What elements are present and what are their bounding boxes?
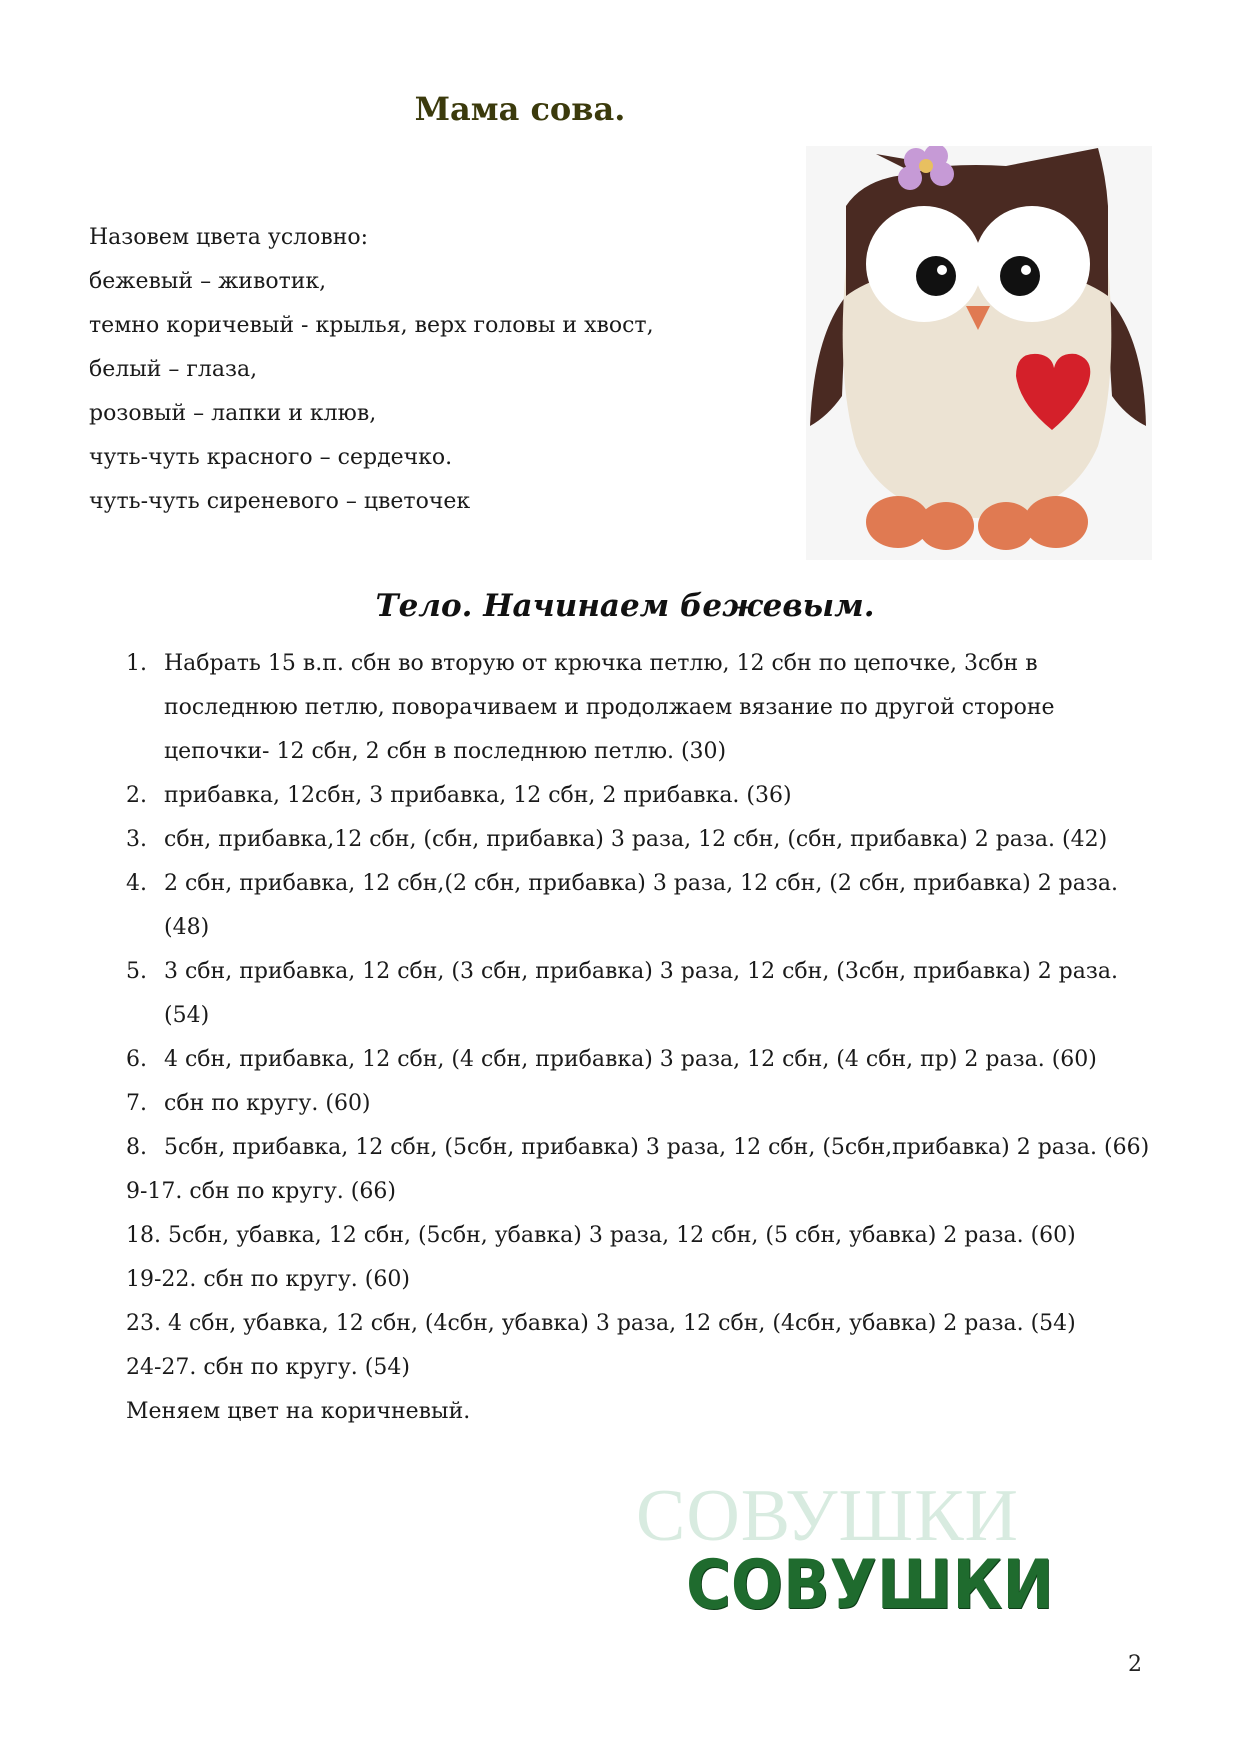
list-item [126, 1126, 1156, 1170]
step-number: 4. [126, 871, 147, 896]
step-text: прибавка, 12сбн, 3 прибавка, 12 сбн, 2 прибавка. (36) [164, 783, 792, 808]
step-text: Набрать 15 в.п. сбн во вторую от крючка петлю, 12 сбн по цепочке, 3сбн в последнюю петлю, поворачиваем и продолжаем вязание по другой стороне цепочки- 12 сбн, 2 сбн в последнюю петлю. (30) [164, 651, 1055, 764]
step-text: 3 сбн, прибавка, 12 сбн, (3 сбн, прибавка) 3 раза, 12 сбн, (3сбн, прибавка) 2 раза. (54) [164, 959, 1118, 1028]
list-item [126, 950, 1156, 1038]
list-item [126, 818, 1156, 862]
list-item: 23. 4 сбн, убавка, 12 сбн, (4сбн, убавка) 3 раза, 12 сбн, (4сбн, убавка) 2 раза. (54) [126, 1311, 1076, 1336]
step-number: 5. [126, 959, 147, 984]
color-line: чуть-чуть красного – сердечко. [89, 445, 453, 470]
color-line: бежевый – животик, [89, 269, 327, 294]
list-item [126, 642, 1156, 774]
owl-photo [806, 146, 1152, 560]
list-item: 19-22. сбн по кругу. (60) [126, 1267, 410, 1292]
step-text: 4 сбн, прибавка, 12 сбн, (4 сбн, прибавка) 3 раза, 12 сбн, (4 сбн, пр) 2 раза. (60) [164, 1047, 1097, 1072]
list-item [126, 1038, 1156, 1082]
step-number: 7. [126, 1091, 147, 1116]
color-line: белый – глаза, [89, 357, 258, 382]
crochet-owl-illustration [806, 146, 1152, 560]
color-line: Назовем цвета условно: [89, 225, 369, 250]
step-text: 2 сбн, прибавка, 12 сбн,(2 сбн, прибавка) 3 раза, 12 сбн, (2 сбн, прибавка) 2 раза. (48) [164, 871, 1118, 940]
watermark-logo: СОВУШКИ [686, 1546, 1054, 1625]
step-text: сбн, прибавка,12 сбн, (сбн, прибавка) 3 раза, 12 сбн, (сбн, прибавка) 2 раза. (42) [164, 827, 1108, 852]
list-item: Меняем цвет на коричневый. [126, 1399, 471, 1424]
list-item [126, 774, 1156, 818]
color-line: темно коричевый - крылья, верх головы и хвост, [89, 313, 654, 338]
step-number: 1. [126, 651, 147, 676]
step-text: сбн по кругу. (60) [164, 1091, 371, 1116]
watermark-ghost: СОВУШКИ [636, 1475, 1019, 1557]
step-number: 6. [126, 1047, 147, 1072]
step-number: 2. [126, 783, 147, 808]
instruction-list [126, 642, 1156, 1434]
color-line: розовый – лапки и клюв, [89, 401, 377, 426]
step-text: 5сбн, прибавка, 12 сбн, (5сбн, прибавка) 3 раза, 12 сбн, (5сбн,прибавка) 2 раза. (66) [164, 1135, 1150, 1160]
step-number: 3. [126, 827, 147, 852]
list-item [126, 1082, 1156, 1126]
page-number: 2 [1128, 1652, 1142, 1677]
list-item: 24-27. сбн по кругу. (54) [126, 1355, 410, 1380]
list-item: 18. 5сбн, убавка, 12 сбн, (5сбн, убавка) 3 раза, 12 сбн, (5 сбн, убавка) 2 раза. (60) [126, 1223, 1076, 1248]
page-title: Мама сова. [414, 90, 626, 128]
step-number: 8. [126, 1135, 147, 1160]
list-item: 9-17. сбн по кругу. (66) [126, 1179, 396, 1204]
list-item [126, 862, 1156, 950]
color-line: чуть-чуть сиреневого – цветочек [89, 489, 471, 514]
color-legend [89, 216, 809, 524]
section-title: Тело. Начинаем бежевым. [375, 588, 875, 624]
